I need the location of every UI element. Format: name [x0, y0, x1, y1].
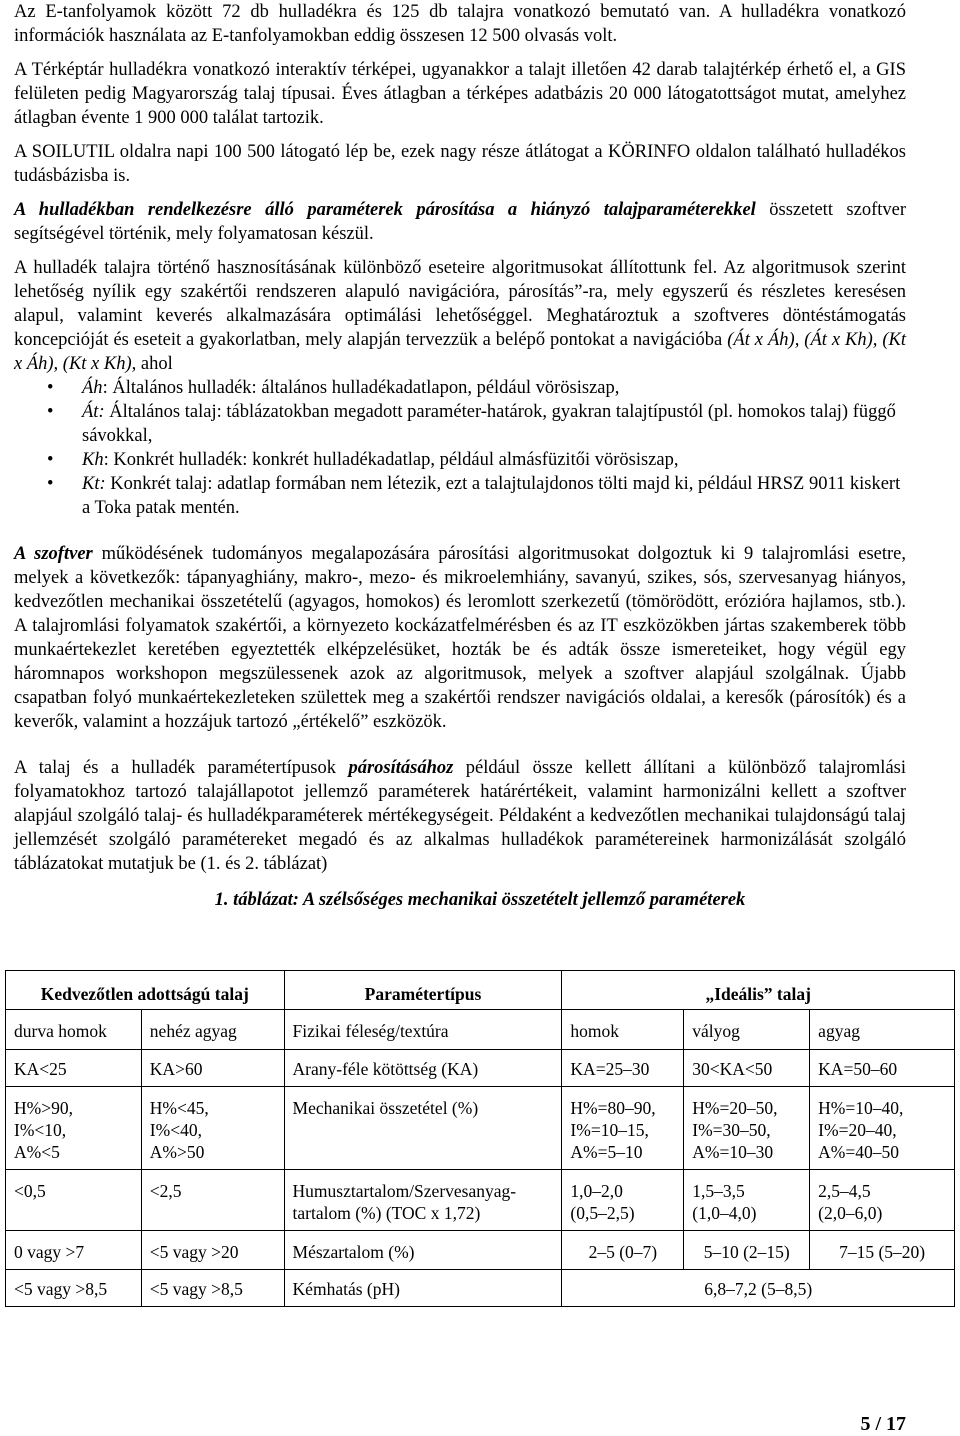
cell-line: 1,0–2,0 [570, 1181, 623, 1201]
table-cell: homok [562, 1010, 684, 1050]
list-item-term: Kh [82, 450, 104, 470]
table-cell: nehéz agyag [141, 1010, 284, 1050]
table-cell: 30<KA<50 [684, 1050, 810, 1087]
cell-line: (0,5–2,5) [570, 1203, 635, 1223]
table-cell: KA=50–60 [810, 1050, 955, 1087]
table-cell [284, 1170, 562, 1231]
table-cell [562, 1087, 684, 1170]
table-header-row [6, 971, 955, 1010]
cell-line: I%<40, [149, 1120, 202, 1140]
table-cell: Mészartalom (%) [284, 1231, 562, 1270]
cell-line: (2,0–6,0) [818, 1203, 883, 1223]
emphasis-szoftver: A szoftver [14, 544, 93, 564]
paragraph-terkeptar: A Térképtár hulladékra vonatkozó interaktív térképei, ugyanakkor a talajt illetően 42 darab talajtérkép érhető el, a GIS felületen pedig Magyarország talaj típusai. Éves átlagban a térképes adatbázis 20 000 látogatottságot mutat, amelyhez átlagban évente 1 900 000 találat tartozik. [14, 60, 906, 128]
paragraph-algoritmusok [14, 256, 906, 376]
table-header: „Ideális” talaj [562, 971, 955, 1010]
table-row [6, 1087, 955, 1170]
table-row [6, 1270, 955, 1307]
table-cell: agyag [810, 1010, 955, 1050]
list-item [14, 376, 906, 400]
table-cell [810, 1170, 955, 1231]
list-item-text: Általános talaj: táblázatokban megadott paraméter-határok, gyakran talajtípustól (pl. homokos talaj) függő sávokkal, [82, 402, 896, 446]
table-cell: KA<25 [6, 1050, 142, 1087]
paragraph-parositas-rest: összetett szoftver segítségével történik, mely folyamatosan készül. [14, 200, 906, 244]
paragraph-paramtipusok [14, 756, 906, 876]
table-cell: 6,8–7,2 (5–8,5) [562, 1270, 955, 1307]
cell-line: <0,5 [14, 1181, 46, 1201]
table-caption [14, 888, 906, 912]
cell-line: Humusztartalom/Szervesanyag- [292, 1181, 517, 1201]
table-header: Kedvezőtlen adottságú talaj [6, 971, 285, 1010]
cell-line: A%=10–30 [692, 1142, 774, 1162]
cell-line: H%=10–40, [818, 1098, 904, 1118]
cell-line: (1,0–4,0) [692, 1203, 757, 1223]
table-row [6, 1010, 955, 1050]
table-cell: <5 vagy >8,5 [141, 1270, 284, 1307]
cell-line: 1,5–3,5 [692, 1181, 745, 1201]
paramtipusok-text-b: például össze kellett állítani a különböző talajromlási folyamatokhoz tartozó talajállapotot jellemző paraméterek határértékeit, valamint harmonizálni kellett a szoftver alapjául szolgáló talaj- és hulladékparaméterek mértékegységeit. Példaként a kedvezőtlen mechanikai tulajdonságú talaj jellemzését szolgáló paramétereket megadó és az alkalmas hulladékok paramétereinek harmonizálását szolgáló táblázatokat mutatjuk be (1. és 2. táblázat) [14, 758, 906, 874]
table-caption-text: 1. táblázat: A szélsőséges mechanikai összetételt jellemző paraméterek [214, 890, 746, 910]
table-header: Paramétertípus [284, 971, 562, 1010]
list-item [14, 400, 906, 448]
table-cell: 5–10 (2–15) [684, 1231, 810, 1270]
parameter-table [5, 970, 955, 1307]
table-cell: durva homok [6, 1010, 142, 1050]
list-item [14, 472, 906, 520]
table-cell [284, 1087, 562, 1170]
cell-line: I%=10–15, [570, 1120, 649, 1140]
paragraph-etanfolyam: Az E-tanfolyamok között 72 db hulladékra és 125 db talajra vonatkozó bemutató van. A hulladékra vonatkozó információk használata az E-tanfolyamokban eddig összesen 12 500 olvasás volt. [14, 2, 906, 46]
list-item-term: Át: [82, 402, 105, 422]
table-row [6, 1231, 955, 1270]
table-cell [6, 1170, 142, 1231]
cell-line: A%<5 [14, 1142, 60, 1162]
table-cell: KA>60 [141, 1050, 284, 1087]
emphasis-parositasahoz: párosításához [348, 758, 454, 778]
emphasis-parositas: A hulladékban rendelkezésre álló paraméterek párosítása a hiányzó talajparaméterekkel [14, 200, 756, 220]
table-row [6, 1050, 955, 1087]
list-item-text: : Konkrét hulladék: konkrét hulladékadatlap, például almásfüzitői vörösiszap, [103, 450, 679, 470]
page-number: 5 / 17 [860, 1413, 906, 1435]
cell-line: A%>50 [149, 1142, 205, 1162]
cell-line: A%=5–10 [570, 1142, 643, 1162]
table-cell: Arany-féle kötöttség (KA) [284, 1050, 562, 1087]
algoritmusok-ahol: ahol [136, 354, 173, 374]
table-cell [810, 1087, 955, 1170]
paragraph-soilutil: A SOILUTIL oldalra napi 100 500 látogató lép be, ezek nagy része átlátogat a KÖRINFO oldalon található hulladékos tudásbázisba is. [14, 142, 906, 186]
list-item-text: : Általános hulladék: általános hulladékadatlapon, például vörösiszap, [102, 378, 620, 398]
paragraph-szoftver [14, 542, 906, 734]
table-cell: Fizikai féleség/textúra [284, 1010, 562, 1050]
bullet-icon: • [47, 474, 54, 494]
table-cell: 0 vagy >7 [6, 1231, 142, 1270]
table-cell [684, 1170, 810, 1231]
table-cell: 7–15 (5–20) [810, 1231, 955, 1270]
table-row [6, 1170, 955, 1231]
table-cell [562, 1170, 684, 1231]
bullet-icon: • [47, 378, 54, 398]
cell-line: H%=20–50, [692, 1098, 778, 1118]
table-cell: <5 vagy >8,5 [6, 1270, 142, 1307]
table-cell [141, 1170, 284, 1231]
paragraph-parositas [14, 198, 906, 246]
table-cell [684, 1087, 810, 1170]
paramtipusok-text-a: A talaj és a hulladék paramétertípusok [14, 758, 349, 778]
navigation-entries: (Át x Áh), (Át x Kh), (Kt x Áh), (Kt x Kh), [14, 330, 906, 374]
paragraph-szoftver-rest: működésének tudományos megalapozására párosítási algoritmusokat dolgoztuk ki 9 talajromlási esetre, melyek a következők: tápanyaghiány, makro-, mezo- és mikroelemhiány, savanyú, szikes, sós, szervesanyag hiányos, kedvezőtlen mechanikai összetételű (agyagos, homokos) és leromlott szerkezetű (tömörödött, erózióra hajlamos, stb.). A talajromlási folyamatok szakértői, a környezeto kockázatfelmérésben és az IT eszközökben jártas szakemberek több munkaértekezlet keretében egyeztették elképzelésüket, hozták be és adták össze ismereteiket, hogy végül egy háromnapos workshopon megszülessenek azok az algoritmusok, melyek a szoftver alapjául szolgálnak. Újabb csapatban folyó munkaértekezleteken születtek meg a szakértői rendszer navigációs oldalai, a keresők (párosítók) és a keverők, valamint a hozzájuk tartozó „értékelő” eszközök. [14, 544, 907, 732]
bullet-icon: • [47, 450, 54, 470]
algoritmusok-text: A hulladék talajra történő hasznosításának különböző eseteire algoritmusokat állítottunk fel. Az algoritmusok szerint lehetőség nyílik egy szakértői rendszeren alapuló navigációra, párosítás”-ra, mely egyszerű és részletes keresésen alapul, valamint keverés alkalmazására optimálási lehetőséggel. Meghatároztuk a szoftveres döntéstámogatás koncepcióját és eseteit a gyakorlatban, mely alapján tervezzük a belépő pontokat a navigációba [14, 258, 906, 350]
table-cell: Kémhatás (pH) [284, 1270, 562, 1307]
cell-line: <2,5 [149, 1181, 182, 1201]
cell-line: H%=80–90, [570, 1098, 656, 1118]
document-page [14, 0, 906, 912]
cell-line: Mechanikai összetétel (%) [292, 1098, 479, 1118]
table-cell: KA=25–30 [562, 1050, 684, 1087]
table-cell [6, 1087, 142, 1170]
bullet-icon: • [47, 402, 54, 422]
cell-line: H%>90, [14, 1098, 73, 1118]
cell-line: I%<10, [14, 1120, 67, 1140]
table-cell [141, 1087, 284, 1170]
cell-line: tartalom (%) (TOC x 1,72) [292, 1203, 481, 1223]
list-item-text: Konkrét talaj: adatlap formában nem létezik, ezt a talajtulajdonos tölti majd ki, például HRSZ 9011 kiskert a Toka patak mentén. [82, 474, 901, 518]
cell-line: I%=20–40, [818, 1120, 897, 1140]
table-cell: 2–5 (0–7) [562, 1231, 684, 1270]
table-cell: <5 vagy >20 [141, 1231, 284, 1270]
cell-line: 2,5–4,5 [818, 1181, 871, 1201]
list-item-term: Áh [82, 378, 103, 398]
table-cell: vályog [684, 1010, 810, 1050]
definition-list [14, 376, 906, 520]
list-item-term: Kt: [82, 474, 106, 494]
cell-line: A%=40–50 [818, 1142, 900, 1162]
list-item [14, 448, 906, 472]
cell-line: H%<45, [149, 1098, 209, 1118]
cell-line: I%=30–50, [692, 1120, 771, 1140]
